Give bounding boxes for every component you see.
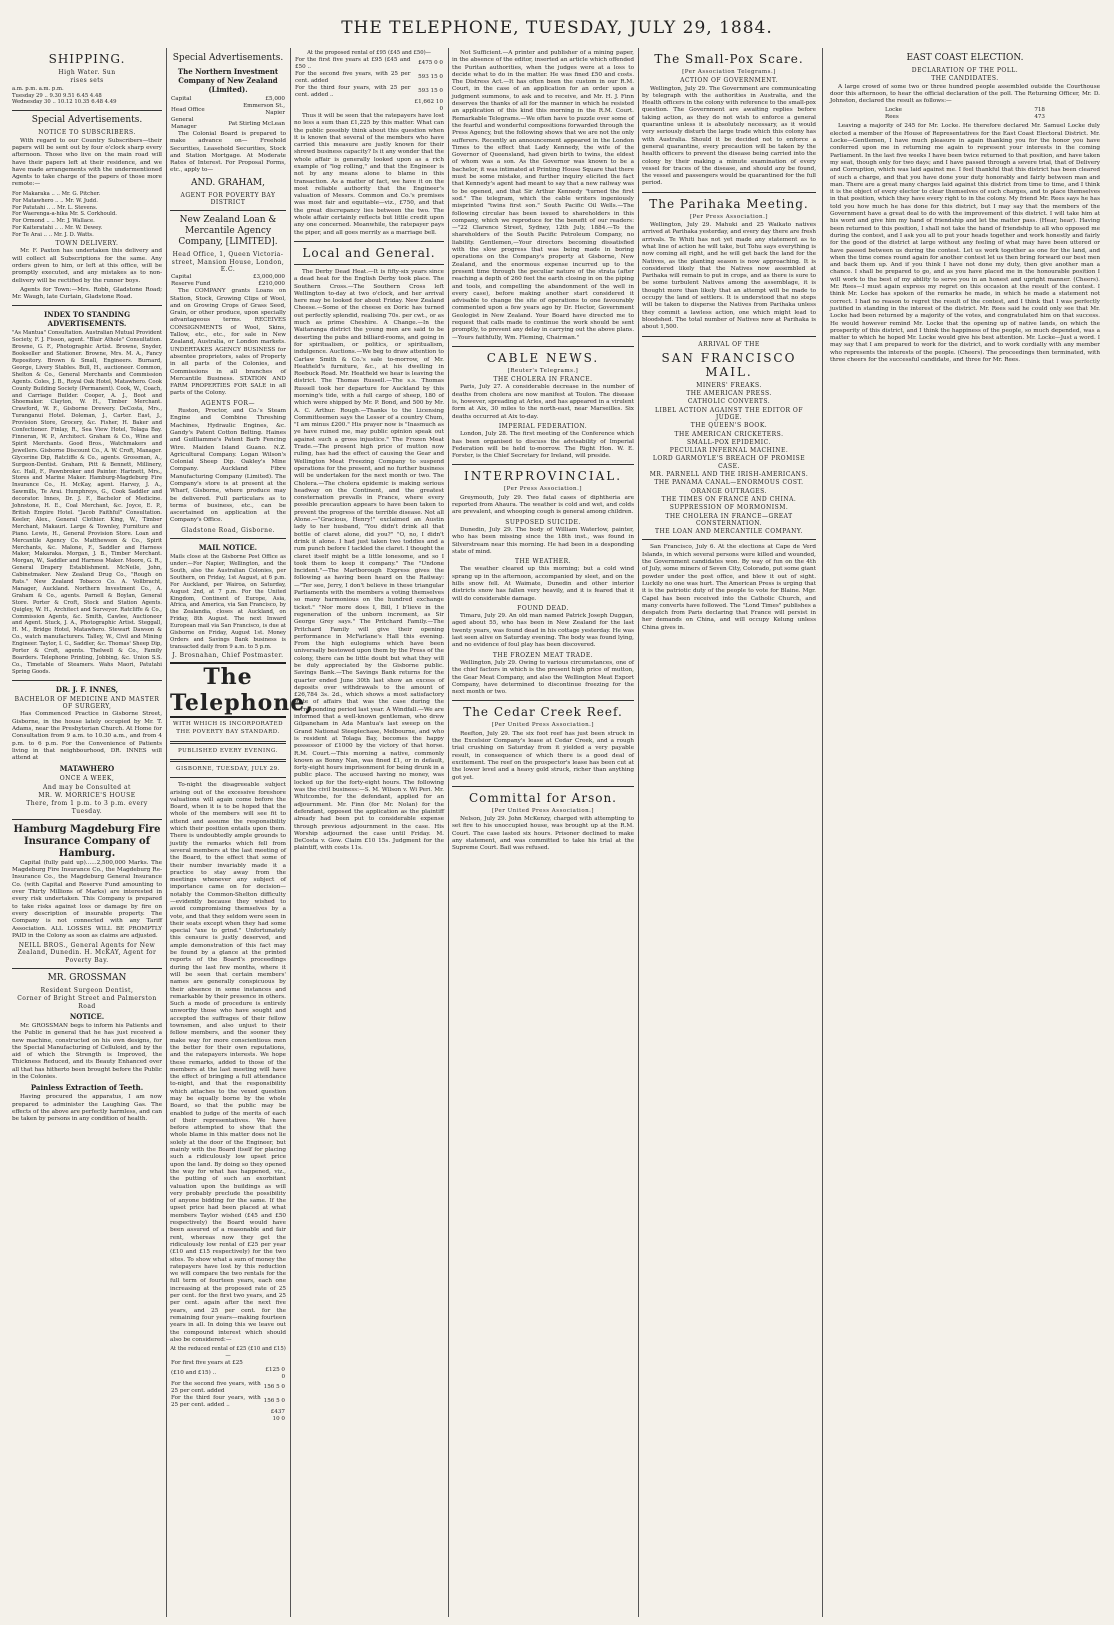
parihaka-sub: [Per Press Association.]: [690, 213, 768, 220]
editorial-continued: Thus it will be seen that the ratepayers have lost no less a sum than £1,225 by this matter. What can the public possibly think about this question when it is known that several of the members who have carried this measure are justly known for their shrewd business capacity? Is it any wonder that the whole affair is generally looked upon as a rich example of "log rolling," and that the Engineer is not by any means alone to blame in this transaction. As a matter of fact, we have it on the most reliable authority that the Engineer's valuation of Messrs. Common and Co.'s premises was most fair and equitable—viz., £750, and that the great discrepancy lies between the two. The whole affair certainly reflects but little credit upon any one concerned. Meanwhile, the ratepayer pays the piper, and all goes merrily as a marriage bell.: [294, 112, 444, 236]
smallpox-action: ACTION OF GOVERNMENT.: [680, 77, 778, 85]
table-row: For the first five years at £95 (£45 and £50 .. £475 0 0: [295, 56, 443, 70]
frozen-meat-text: Wellington, July 29. Owing to various circumstances, one of the chief factors in which is the present high price of mutton, the Gear Meat Company, and also the Wellington Meat Export Company, have determined to discontinue freezing for the next month or two.: [452, 659, 634, 696]
calc-table: [294, 57, 444, 113]
table-row: (£10 and £15) .. £125 0 0: [171, 1366, 285, 1380]
calc-head: At the proposed rental of £95 (£45 and £50)—: [307, 50, 431, 56]
special-ads-heading: Special Advertisements.: [31, 115, 143, 126]
election-text: Leaving a majority of 245 for Mr. Locke. He therefore declared Mr. Samuel Locke duly elected a member of the House of Representatives for the East Coast Electoral District. Mr. Locke—Gentlemen, I have much pleasure in again thanking you for the honor you have conferred upon me in returning me again to represent your interests in the coming Parliament. In the last five weeks I have been twice returned to that position, and have taken my seat, though only for two days; and I have passed through a severe trial, that of Delivery and Corruption, which was laid against me. I feel thankful that this district has been cleared of such a charge, and that you have done your duty honorably and fairly between man and man. There are a great many charges laid against this district from time to time, and I think it is the object of every elector to clear themselves of such charges, and to place themselves in that position, which they have every right to in the colony. My friend Mr. Rees says he has told you how much he has done for this district, but I may say that the members of the Government have a great deal to do with the improvement of this district. I will take him at his word and give him my hand of friendship and let the matter pass. (Hear, hear). Having been returned to this position, I shall not take the hand of friendship to all who opposed me during the contest, and I ask you all to put your heads together and work honestly and fairly for the good of the district at large without any feeling of what may have been uttered or have passed between us during the contest. Let us work together as one for the land, and when the time comes round again for another contest let us then bring forward our best men and back them up. And if you think I have not done my duty, then give another man a chance. I shall be prepared to go, and as you have placed me in the honourable position I will work to the best of my ability to serve you in an honest and upright manner. (Cheers). Mr. Rees—I must again express my regret on this occasion at the result of the contest. I think Mr. Locke has spoken of the remarks he made, in which he made a statement not correct. I had no reason to regret the result of the contest, and I think that I was perfectly justified in standing in the interest of the district. Mr. Rees said he could only see that Mr. Locke had been returned by a majority of the votes, and congratulated him on that success. He would however remind Mr. Locke that the opening up of native lands, on which the prosperity of this district, and I think the happiness of the people, so much depended, was a matter to which he hoped Mr. Locke would give his best attention. Mr. Locke—Just a word. I may say that I am prepared to work for the district, and to work cordially with any member who represents the interests of the people. (Cheers). The proceedings then terminated, with three cheers for the successful candidate, and three for Mr. Rees.: [830, 123, 1100, 363]
frozen-meat-heading: THE FROZEN MEAT TRADE.: [492, 651, 594, 659]
tide-row: a.m. p.m. a.m. p.m.: [12, 85, 64, 92]
parihaka-heading: The Parihaka Meeting.: [649, 196, 809, 211]
interprovincial-sub: [Per Press Association.]: [504, 486, 582, 493]
interprovincial-text: Greymouth, July 29. Two fatal cases of diphtheria are reported from Ahaura. The weather is cold and wet, and colds are prevalent, and whooping cough is general among children.: [452, 494, 634, 516]
agent-line: For Makaraka .. .. Mr. G. Pitcher.: [12, 190, 101, 197]
election-intro: A large crowd of some two or three hundred people assembled outside the Courthouse door this afternoon, to hear the official declaration of the poll. The Returning Officer, Mr. D. Johnston, declared the result as follows:—: [830, 83, 1100, 105]
tide-header: High Water. Sun: [58, 69, 116, 76]
election-heading: EAST COAST ELECTION.: [906, 53, 1024, 63]
sf-headline: THE CHOLERA IN FRANCE—GREAT CONSTERNATION.: [665, 512, 793, 527]
arson-text: Nelson, July 29. John McKenzy, charged with attempting to set fire to his unoccupied house, was brought up at the R.M. Court. The case lasted six hours. Prisoner declined to make any statement, and was committed to take his trial at the Supreme Court. Bail was refused.: [452, 816, 634, 852]
column-rule: [166, 48, 167, 1617]
paper-sub: WITH WHICH IS INCORPORATED: [172, 721, 284, 728]
editorial-text: To-night the disagreeable subject arising out of the excessive foreshore valuations will again come before the Board, when it is to be hoped that the whole of the members will see fit to attend and assume the responsibility which their position entails upon them. There is undoubtedly ample grounds to justify the remarks which fell from several members at the last meeting of the Board, to the effect that some of their number invariably made it a practice to stay away from the meetings whenever any subject of importance came on for decision—notably the Common-Shelton difficulty—evidently because they wished to avoid compromising themselves by a vote, and that they seldom were seen in their seats except when they had some special "axe to grind." Unfortunately this censure is justly deserved, and ample demonstration of this fact may be found by a glance at the printed reports of the Board's proceedings during the last few months, where it will be seen that certain members' names are generally conspicuous by their absence in some instances and remarkable by their presence in others. Such a mode of procedure is entirely unworthy those who have sought and accepted the suffrages of their fellow townsmen, and also unjust to their fellow members, and the sooner they make way for more conscientious men the better for their own reputations, and the ratepayers interests. We hope these remarks, added to those of the members at the last meeting will have the effect of bringing a full attendance to-night, and that the responsibility which attaches to the vexed question may be equally borne by the whole Board, so that the public may be enabled to judge of the merits of each of their representatives. We have before attempted to show that the whole blame in this matter does not lie solely at the door of the Engineer, but mainly with the Board itself for placing such a ridiculously low upset price upon the land. By doing so they opened the way for what has happened, viz., the putting of such an exorbitant valuation upon the buildings as will very probably preclude the possibility of anyone bidding for the same. If the upset price had been placed at what members Taylor wished (£45 and £50 respectively) the Board would have been assured of a reasonable and fair rent, whereas now they get the ridiculously low rental of £25 per year (£10 and £15 respectively) for the two sites. To show what a sum of money the ratepayers have lost by this reduction we will compare the two rentals for the full term of fourteen years, each one increasing at the proposed rate of 25 per cent. for the first two years, and 25 per cent. again after the next five years, and 25 per cent. for the remaining four years—making fourteen years in all. In doing this we leave out the compound interest which should also be considered:—: [170, 782, 286, 1343]
mail-notice-heading: MAIL NOTICE.: [198, 543, 258, 553]
sf-headline: THE AMERICAN CRICKETERS.: [674, 430, 784, 438]
cable-sub: [Reuter's Telegrams.]: [507, 367, 579, 374]
agents-text: Ruston, Proctor, and Co.'s Steam Engine and Combine Threshing Machines, Hydraulic Engines, &c. Gandy's Patent Cotton Belting. Haines and Guilliamme's Patent Barb Fencing Wire. Maiden Island Guano. N.Z. Agricultural Company. Logan Wilson's Colonial Sheep Dip. Oakley's Mine Company. Auckland Fibre Manufacturing Company (Limited). The Company's store is at present at the Wharf, Gisborne, where produce may be delivered. Full particulars as to terms of business, etc., can be ascertained on application at the Company's Office.: [170, 408, 286, 524]
sf-arrival: ARRIVAL OF THE: [698, 340, 760, 348]
smallpox-heading: The Small-Pox Scare.: [654, 52, 804, 66]
agent-line: For Kaiteratahi .. .. Mr. W. Dewey.: [12, 225, 103, 232]
notice-subheading: NOTICE TO SUBSCRIBERS.: [38, 129, 136, 137]
reef-text: Reefton, July 29. The six foot reef has just been struck in the Excelsior Company's lease at Cedar Creek, and a rough trial crushing on Saturday from it yielded a very payable result, in consequence of which there is a good deal of excitement. The reef on the prospector's lease has been cut at the lower level and a heavy gold struck, richer than anything got yet.: [452, 730, 634, 781]
table-row: Locke 718: [885, 107, 1045, 114]
graham-sub: AGENT FOR POVERTY BAY DISTRICT: [180, 191, 276, 207]
interprovincial-heading: INTERPROVINCIAL.: [463, 469, 623, 484]
election-candidates: THE CANDIDATES.: [931, 75, 999, 83]
agent-line: For Waerenga-a-hika Mr. S. Corkhould.: [12, 211, 117, 218]
table-row: For the third four years, with 25 per cent. added .. 156 5 0: [171, 1394, 285, 1408]
parihaka-text: Wellington, July 29. Mahuki and 25 Waikato natives arrived at Parihaka yesterday, and every day there are fresh arrivals. Te Whiti has not yet made any statement as to what line of action he will take, but Tohu says everything is now coming all right, and he will get back the land for the Natives, as the planting season is now approaching. It is considered likely that the Natives now assembled at Parihaka will remain to put in crops, and as there is sure to be some turbulent Natives among the assemblage, it is thought more than likely that an attempt will be made to occupy the land of settlers. It is understood that no steps will be taken to disperse the Natives from Parihaka unless they commit a lawless action, one which might lead to bloodshed. The total number of Natives now at Parihaka is about 1,500.: [642, 222, 816, 331]
agent-line: For Matawhero .. .. Mr. W. Judd.: [12, 197, 98, 204]
northern-heading: The Northern Investment Company of New Zealand (Limited).: [177, 67, 279, 94]
nzloan-sign: Gladstone Road, Gisborne.: [181, 526, 275, 534]
sf-headline: ORANGE OUTRAGES.: [691, 487, 767, 495]
paper-title: The Telephone,: [170, 664, 314, 717]
column-3: [294, 50, 444, 1617]
weather-heading: THE WEATHER.: [514, 558, 572, 566]
column-rule: [822, 48, 823, 1617]
agent-line: For Ormond .. .. Mr. J. Wallace.: [12, 218, 95, 225]
sf-headline: MR. PARNELL AND THE IRISH-AMERICANS.: [649, 471, 809, 479]
table-row: Rees 473: [885, 114, 1045, 121]
graham-name: AND. GRAHAM,: [191, 177, 265, 188]
table-row: Head Office Emmerson St., Napier: [171, 103, 285, 116]
innes-place: MATAWHERO: [59, 764, 115, 774]
suicide-heading: SUPPOSED SUICIDE.: [505, 518, 581, 526]
sf-headline: PECULIAR INFERNAL MACHINE.: [669, 447, 789, 455]
tide-row: Tuesday 29 .. 9.30 9.51 6.45 4.48: [12, 92, 102, 99]
column-rule: [448, 48, 449, 1617]
agent-line: For Patutahi .. .. Mr. L. Stevens.: [12, 204, 98, 211]
masthead: [0, 18, 1114, 44]
innes-house: MR. W. MORRICE'S HOUSE: [38, 791, 136, 799]
column-5: [642, 50, 816, 1617]
poll-results: [884, 107, 1046, 121]
sf-headline: THE LOAN AND MERCANTILE COMPANY.: [655, 528, 803, 536]
cholera-text: Paris, July 27. A considerable decrease in the number of deaths from cholera are now manifest at Toulon. The disease is, however, spreading at Arles, and has appeared in a virulent form at Aix, 30 miles to the north-east, near Marseilles. Six deaths occurred at Aix to-day.: [452, 384, 634, 420]
election-sub: DECLARATION OF THE POLL.: [911, 67, 1019, 74]
mail-sign: J. Brosnahan, Chief Postmaster.: [172, 651, 284, 659]
innes-hours: There, from 1 p.m. to 3 p.m. every Tuesday.: [26, 800, 148, 815]
sf-mail-heading: SAN FRANCISCO MAIL.: [661, 350, 797, 379]
grossman-sub: Resident Surgeon Dentist,: [40, 987, 134, 995]
sf-headline: LORD GARMOYLE'S BREACH OF PROMISE CASE.: [652, 455, 806, 470]
grossman-address: Corner of Bright Street and Palmerston Road: [17, 995, 157, 1010]
weather-text: The weather cleared up this morning; but a cold wind sprang up in the afternoon, accompanied by sleet, and on the hills snow fell. At Waimate, Dunedin and other interior districts snow has fallen very heavily, and it is feared that it will do considerable damage.: [452, 566, 634, 602]
tide-sub: rises sets: [70, 77, 104, 85]
paper-pub: PUBLISHED EVERY EVENING.: [178, 747, 278, 754]
smallpox-sub: [Per Association Telegrams.]: [682, 69, 776, 75]
tide-row: Wednesday 30 .. 10.12 10.35 6.48 4.49: [12, 99, 117, 106]
table-row: Reserve Fund £210,000: [171, 281, 285, 288]
table-row: For the second five years, with 25 per cent. added 156 5 0: [171, 1380, 285, 1394]
table-row: Capital £5,000: [171, 96, 285, 102]
mail-notice-text: Mails close at the Gisborne Post Office as under:—For Napier, Wellington, and the South, also the Australian Colonies, per Southern, on Friday, 1st August, at 6 p.m. For Auckland, per Wairoa, on Saturday, August 2nd, at 7 p.m. For the United Kingdom, Continent of Europe, Asia, Africa, and America, via San Francisco, by the Zealandia, closes at Auckland, on Friday, 8th August. The next Inward European mail via San Francisco, is due at Gisborne on Friday, August 1st. Money Orders and Savings Bank business is transacted daily from 9 a.m. to 5 p.m.: [170, 554, 286, 650]
nzloan-office: Head Office, 1, Queen Victoria-street, Mansion House, London, E.C.: [171, 251, 285, 273]
agent-line: For Te Arai .. .. Mr. J. D. Watts.: [12, 232, 94, 239]
calc-head: At the reduced rental of £25 (£10 and £15)—: [170, 1346, 286, 1359]
federation-heading: IMPERIAL FEDERATION.: [498, 422, 588, 430]
cholera-heading: THE CHOLERA IN FRANCE.: [493, 376, 593, 384]
sf-headline: SUPPRESSION OF MORMONISM.: [669, 504, 789, 512]
hamburg-agents: NEILL BROS., General Agents for New Zealand, Dunedin. H. McKAY, Agent for Poverty Bay.: [17, 942, 157, 964]
page-title: THE TELEPHONE, TUESDAY, JULY 29, 1884.: [341, 18, 773, 38]
found-dead-text: Timaru, July 29. An old man named Patrick Joseph Duggan, aged about 55, who has been in New Zealand for the last twenty years, was found dead in his cottage yesterday. He was last seen alive on Saturday evening. The body was found lying, and no evidence of foul play has been discovered.: [452, 613, 634, 649]
reef-heading: The Cedar Creek Reef.: [463, 705, 623, 720]
sf-headline: CATHOLIC CONVERTS.: [687, 398, 771, 406]
sf-mail-text: San Francisco, July 6. At the elections at Cape de Verd Islands, in which several persons were killed and wounded, the Government candidates won. By way of fun on the 4th of July, some miners of Seven City, Colorado, put some giant powder under the post office, and blew it out of sight. Luckily no one was hurt. The American Press is urging that it is the patriotic duty of the people to vote for Blaine. Mgr. Capel has been received into the Catholic Church, and many converts have followed. The "Lond Times" publishes a despatch from Paris declaring that France will persist in her demands on China, and will occupy Kelung unless China gives in.: [642, 544, 816, 631]
grossman-text: Mr. GROSSMAN begs to inform his Patients and the Public in general that he has just received a new machine, constructed on his own designs, for the Special Manufacturing of Celluloid, and by the aid of which the Strength is Improved, the Thickness Reduced, and its Beauty Enhanced over all that has hitherto been brought before the Public in the Colonies.: [12, 1022, 162, 1080]
table-row: For the second five years, with 25 per cent. added 593 15 0: [295, 70, 443, 84]
column-6: [830, 50, 1100, 1617]
painless-heading: Painless Extraction of Teeth.: [30, 1083, 144, 1093]
grossman-heading: MR. GROSSMAN: [47, 973, 127, 984]
nzloan-heading: New Zealand Loan & Mercantile Agency Company, [LIMITED].: [178, 215, 278, 248]
table-row: £1,662 10 0: [414, 98, 443, 112]
notice-text: With regard to our Country Subscribers—their papers will be sent out by four o'clock sharp every afternoon. Those who live on the main road will have their papers left at their residence, and we have made arrangements with the undermentioned Agents to take charge of the papers of those more remote:—: [12, 137, 162, 188]
calc-table: [170, 1360, 286, 1423]
column-rule: [290, 48, 291, 1617]
sf-headline: MINERS' FREAKS.: [696, 381, 762, 389]
innes-text: Has Commenced Practice in Gisborne Street, Gisborne, in the house lately occupied by Mr. T. Adams, near the Presbyterian Church. At Home for Consultation from 9 a.m. to 10.30 a.m., and from 4 p.m. to 6 p.m. For the Convenience of Patients living in that neighbourhood, DR. INNES will attend at: [12, 711, 162, 762]
northern-table: [170, 96, 286, 131]
cable-news-heading: CABLE NEWS.: [486, 350, 600, 365]
smallpox-text: Wellington, July 29. The Government are communicating by telegraph with the authorities in Australia, and the Health officers in the colony with reference to the small-pox question. The Government are awaiting replies before taking action, as they do not wish to enforce a general quarantine unless it is absolutely necessary, as it would very seriously disturb the large trade which this colony has with Australia. Should it be decided not to enforce a general quarantine, every precaution will be taken by the health officers to prevent the disease being carried into the colony by their making a minute examination of every vessel for traces of the disease, and should any be found, the vessel and passengers would be quarantined for the full period.: [642, 85, 816, 187]
nzloan-capital-table: [170, 274, 286, 288]
suicide-text: Dunedin, July 29. The body of William Waterlow, painter, who has been missing since the 18th inst., was found in Silverstream near this morning. He had been in a desponding state of mind.: [452, 526, 634, 555]
table-row: Capital £3,000,000: [171, 274, 285, 281]
shipping-heading: SHIPPING.: [48, 52, 126, 66]
sf-headline: THE QUEEN'S BOOK.: [690, 422, 768, 430]
nzloan-text: The COMPANY grants Loans on Station, Stock, Growing Clips of Wool, and on Growing Crops of Grass Seed, Grain, or other produce, upon specially advantageous terms. RECEIVES CONSIGNMENTS of Wool, Skins, Tallow, etc., etc., for sale in New Zealand, Australia, or London markets. UNDERTAKES AGENCY BUSINESS for absentee proprietors, sales of Property in all parts of the Colonies, and Commissions in all branches of Mercantile Business. STATION AND FARM PROPERTIES FOR SALE in all parts of the Colony.: [170, 288, 286, 397]
local-general-heading: Local and General.: [302, 245, 436, 260]
arson-sub: [Per United Press Association.]: [491, 807, 595, 814]
sf-headline: LIBEL ACTION AGAINST THE EDITOR OF JUDGE.: [654, 406, 803, 421]
sf-headline: THE PANAMA CANAL—ENORMOUS COST.: [654, 479, 804, 487]
table-row: For the third four years, with 25 per cent. added .. 593 15 0: [295, 84, 443, 98]
innes-heading: DR. J. F. INNES,: [55, 684, 119, 694]
sf-headline: THE AMERICAN PRESS.: [686, 390, 772, 398]
sf-headline: THE TIMES ON FRANCE AND CHINA.: [661, 495, 797, 503]
column-1: [12, 50, 162, 1617]
table-row: General Manager Pat Stirling McLean: [171, 117, 285, 130]
reef-sub: [Per United Press Association.]: [491, 722, 595, 729]
town-agents-text: Agents for Town:—Mrs. Robb, Gladstone Road; Mr. Waugh, late Curtain, Gladstone Road.: [12, 286, 162, 301]
table-row: £437 10 0: [270, 1408, 285, 1422]
painless-text: Having procured the apparatus, I am now prepared to administer the Laughing Gas. The effects of the above are perfectly harmless, and can be taken by persons in any condition of health.: [12, 1094, 162, 1123]
innes-consult: And may be Consulted at: [43, 783, 131, 791]
arson-heading: Committal for Arson.: [469, 790, 617, 805]
found-dead-heading: FOUND DEAD.: [517, 604, 569, 612]
index-heading: INDEX TO STANDING ADVERTISEMENTS.: [43, 310, 131, 329]
agents-for: AGENTS FOR—: [201, 399, 255, 407]
hamburg-text: Capital (fully paid up)......2,500,000 Marks. The Magdeburg Fire Insurance Co., the Magdeburg Re-Insurance Co., the Magdeburg General Insurance Co. (with Capital and Reserve Fund amounting to over Thirty Millions of Marks) are interested in every risk undertaken. This Company is prepared to take risks against loss or damage by fire on every description of insurable property. The Company is not connected with any Tariff Association. ALL LOSSES WILL BE PROMPTLY PAID in the Colony as soon as claims are adjusted.: [12, 859, 162, 939]
federation-text: London, July 28. The first meeting of the Conference which has been organised to discuss the advisability of Imperial Federation will be held to-morrow. The Right Hon. W. E. Forster, is the Chief Secretary for Ireland, will preside.: [452, 431, 634, 460]
innes-sub: BACHELOR OF MEDICINE AND MASTER OF SURGERY,: [14, 695, 160, 711]
column-2: [170, 50, 314, 1617]
local-general-text: The Derby Dead Heat.—It is fifty-six years since a dead heat for the English Derby took place. The Southern Cross.—The Southern Cross left Wellington to-day at two o'clock, and her arrival here may be looked for about Friday. New Zealand Cheese.—Some of the cheese ex Doric has turned out perfectly splendid, realising 70s. per cwt., or as much as prime Cheshire. A Change.—In the Waitaranga district the young men are said to be deserting the pubs and billiard-rooms, and going in for spiritualism, or politics, or spiritualism, indulgence. Auctions.—We beg to draw attention to Carlaw Smith & Co.'s sale to-morrow, of Mr. Heatfield's furniture, &c., at his dwelling in Roebuck Road. Mr. Heatfield we hear is leaving the district. The Thomas Russell.—The s.s. Thomas Russell took her departure for Auckland by this morning's tide, with a full cargo of sheep, 180 of which were shipped by Mr. P. Bond, and 500 by Mr. A. C. Arthur. Rough.—Thanks to the Licensing Committeemen says the Lesser of a country Chum, "I am minus £200." His prayer now is "Inasmuch as ye have ruined me, may public opinion speak out against such a gross injustice." The Frozen Meat Trade.—The present high price of mutton now ruling, has had the effect of causing the Gear and Wellington Meat Freezing Company to suspend operations for the present, and no further business will be undertaken for the next month or two. The Cholera.—The cholera epidemic is making serious headway on the Continent, and the greatest consternation prevails in France, where every possible precaution appears to have been taken to prevent the progress of the terrible disease. Not all Alone.—"Gracious, Henry!" exclaimed an Austin lady to her husband, "You didn't drink all that bottle of claret alone, did you?" "O, no, I didn't drink it alone. I had just taken two toddies and a rum punch before I tackled the claret. I thought the claret itself might be a little lonesome, and so I took them to keep it company." The "Undone Incident."—The Marlborough Express gives the following as having been heard on the Railway:—"Ter see, Jerry, I don't believe in these triangular Parliaments with the members a voting themselves so many harmonious on the hundred exchange ticket." "Nor more does I, Bill, I b'lieve in the regeneration of the unborn increment, as Sir George Grey says." The Pritchard Family.—The Pritchard Family will give their opening performance in McFarlane's Hall this evening. From the high eulogiums which have been universally bestowed upon them by the Press of the colony, there can be little doubt but what they will be duly appreciated by the Gisborne public. Savings Bank.—The Savings Bank returns for the quarter ended June 30th last show an excess of deposits over withdrawals to the amount of £26,784 3s. 2d., which shows a most satisfactory state of affairs that was the case during the corresponding period last year. A Windfall.—We are informed that a well-known gentleman, who drew Gilpaneham in Ada Mantua's last sweep on the Grand National Steeplechase, Melbourne, and who is resident at Tolaga Bay, becomes the happy possessor of £1000 by the victory of that horse. R.M. Court.—This morning a native, commonly known as Bonny Nan, was fined £1, or in default, forty-eight hours imprisonment for being drunk in a public place. The accused having no money, was locked up for the forty-eight hours. The following was the civil business:—S. M. Wilson v. Wi Peri. Mr. Whitcombe, for the defendant, applied for an adjournment. Mr. Finn (for Mr. Nolan) for the defendant, opposed the application as the plaintiff already had been put to considerable expense through previous adjournment in the case. His Worship adjourned the case until Friday. M. DeCosta v. Gow. Claim £10 15s. Judgment for the plaintiff, with costs 11s.: [294, 268, 444, 852]
hamburg-heading: Hamburg Magdeburg Fire Insurance Company of Hamburg.: [13, 823, 161, 859]
column-rule: [638, 48, 639, 1617]
local-general-continued: Not Sufficient.—A printer and publisher of a mining paper, in the absence of the editor, inserted an article which offended the Puritan authorities, when the judges were at a loss to decide what to do in the matter. He was fined £50 and costs. The Distress Act.—It has often been the custom in our R.M. Court, in the case of an application for an order upon a judgment summons, to ask and to receive, and Mr. H. J. Finn deserves the thanks of all for the manner in which he resisted an application of this kind this morning in the R.M. Court. Remarkable Telegrams.—We often have to puzzle over some of the fearful and wonderful compositions forwarded through the Press Agency, but the following shows that we are not the only sufferers. Recently an announcement appeared in the London Times to the effect that Lady Kennedy, the wife of the Governor of Queensland, had given birth to twins, the eldest of whom was a son. As the Governor was known to be a bachelor, it was intimated at Printing House Square that there must be some mistake, and further inquiry elicited the fact that Kennedy's agent had meant to say that a new railway was to be opened, and that Sir Arthur Kennedy "turned the first sod." The telegram, which the cable writers ingeniously misprinted "twins first son." South Pacific Oil Wells.—The following circular has been issued to shareholders in this company, which we reproduce for the benefit of our readers:—"22 Clarence Street, Sydney, 12th July, 1884.—To the shareholders of the South Pacific Petroleum Company, no liability. Gentlemen,—Your directors becoming dissatisfied with the slow progress that was being made in boring operations on the Company's property at Gisborne, New Zealand, and the enormous expense incurred up to the present time through the peculiar nature of the strata (after reaching a depth of 260 feet the earth closing in on the piping and tools, and compelling the abandonment of the well in every case), before making another start considered it advisable to change the site of operations to one favourably commented upon a few years ago by Dr. Hector, Government Geologist in New Zealand. Your Board have directed me to request that calls made to continue the work should be sent promptly, to prevent any delay in carrying out the above plans.—Yours faithfully, Wm. Fleming, Chairman.": [452, 50, 634, 341]
town-delivery-heading: TOWN DELIVERY.: [55, 240, 119, 248]
index-text: "As Mantua" Consultation. Australian Mutual Provident Society, F. J. Fisson, agent. "Blair Athole" Consultation. Browne, G. F., Photographic Artist. Browne, Snyder, Bookseller and Stationer. Browne, Mrs. M. A., Fancy Repository. Brown & Small, Engineers. Burnard, George, Livery Stables. Bull, H., auctioneer. Common, Shelton & Co., General Merchants and Commission Agents. Coles, J. B., Royal Oak Hotel, Matawhero. Cook County Building Society (Permanent). Cook, W., Coach, and Carriage Builder. Cooper, A. J., Boot and Shoemaker. Clayton, W. H., Timber Merchant. Crawford, W. F., Gisborne Drewery. DeCosta, Mrs., Turanganui Hotel. Doleman, J., Carter. East, J., Provision Store, Grocery, &c. Fisher, H. Baker and Confectioner. Finlay, R., Sea View Hotel, Tolaga Bay. Finneran, W. P., Architect. Graham & Co., Wine and Spirit Merchants. Good Bros., Watchmakers and Jewellers. Gisborne Discount Co., A. W. Croft, Manager. Glycerine Dip, Ratcliffe & Co., agents. Grossman, A., Surgeon-Dentist. Graham, Pitt & Bennett, Millinery, &c. Hall, F., Pawnbroker and Painter. Hartnett, Mrs., Stores and Marine Maker. Hamburg-Magdeburg Fire Insurance Co., H. McKay, agent. Harvey, J. A., Sawmills, Te Arai. Humphreys, G., Cook Saddler and decorator. Innes, Dr. J. F., Bachelor of Medicine. Johnstone, H. E., Coal Merchant, &c. Joyce, E. P., British Empire Hotel. "Jacob Faithful" Consultation. Keeler, Alex., General Clothier. King, W., Timber Merchant, Makauri. Large & Townley, Furniture and Piano. Lewis, H., General Provision Store. Loan and Mercantile Agency Co. Matthewson & Co., Spirit Merchants, &c. Malone, F., Saddler and Harness Maker, Makaraka. Morgan, J. B., Timber Merchant. Morgan, W., Saddler and Harness Maker. Moore, G. R., General Drapery Establishment. McNeile, John, Cabinetmaker. New Zealand Drug Co., "Rough on Rats." New Zealand Tobacco Co. A. Vollbracht, Manager, Auckland. Northern Investment Co., A. Graham & Co., agents. Parnell & Boylan, General Store. Porter & Croft, Stock and Station Agents. Quigley, W. H., Architect and Surveyor. Ratcliffe & Co., Commission Agents, &c. Smith, Cawlee, Auctioneer and Agent. Stuck, J. A., Photographic Artist. Steggall, H. M., Bridge Hotel, Matawhero. Stewart Dawson & Co., watch manufacturers. Talley, W., Civil and Mining Engineer. Taylor, I. C., Saddler, &c. Thomas' Sheep Dip, Porter & Croft, agents. Thelwell & Co., Family Boarders. Telephone Printing, Jobbing, &c. Union S.S. Co., Timetable of Steamers. Wahs Maori, Patutahi Spring Goods.: [12, 330, 162, 675]
paper-date: GISBORNE, TUESDAY, JULY 29.: [176, 765, 280, 772]
town-delivery-text: Mr. F. Paxton has undertaken this delivery and will collect all Subscriptions for the same. Any orders given to him, or left at this office, will be promptly executed, and any mistakes as to non-delivery will be rectified by the runner boys.: [12, 248, 162, 284]
table-row: For first five years at £25: [171, 1359, 243, 1366]
northern-text: The Colonial Board is prepared to make advance on— Freehold Securities, Leasehold Securities, Stock and Station Mortgage. At Moderate Rates of Interest. For Proposal Forms, etc., apply to—: [170, 131, 286, 174]
innes-week: ONCE A WEEK,: [59, 775, 115, 783]
sf-headline: SMALL-POX EPIDEMIC.: [687, 438, 771, 446]
column-4: [452, 50, 634, 1617]
special-ads-heading: Special Advertisements.: [172, 53, 284, 63]
grossman-notice: NOTICE.: [69, 1011, 105, 1021]
paper-sub2: THE POVERTY BAY STANDARD.: [176, 729, 280, 736]
